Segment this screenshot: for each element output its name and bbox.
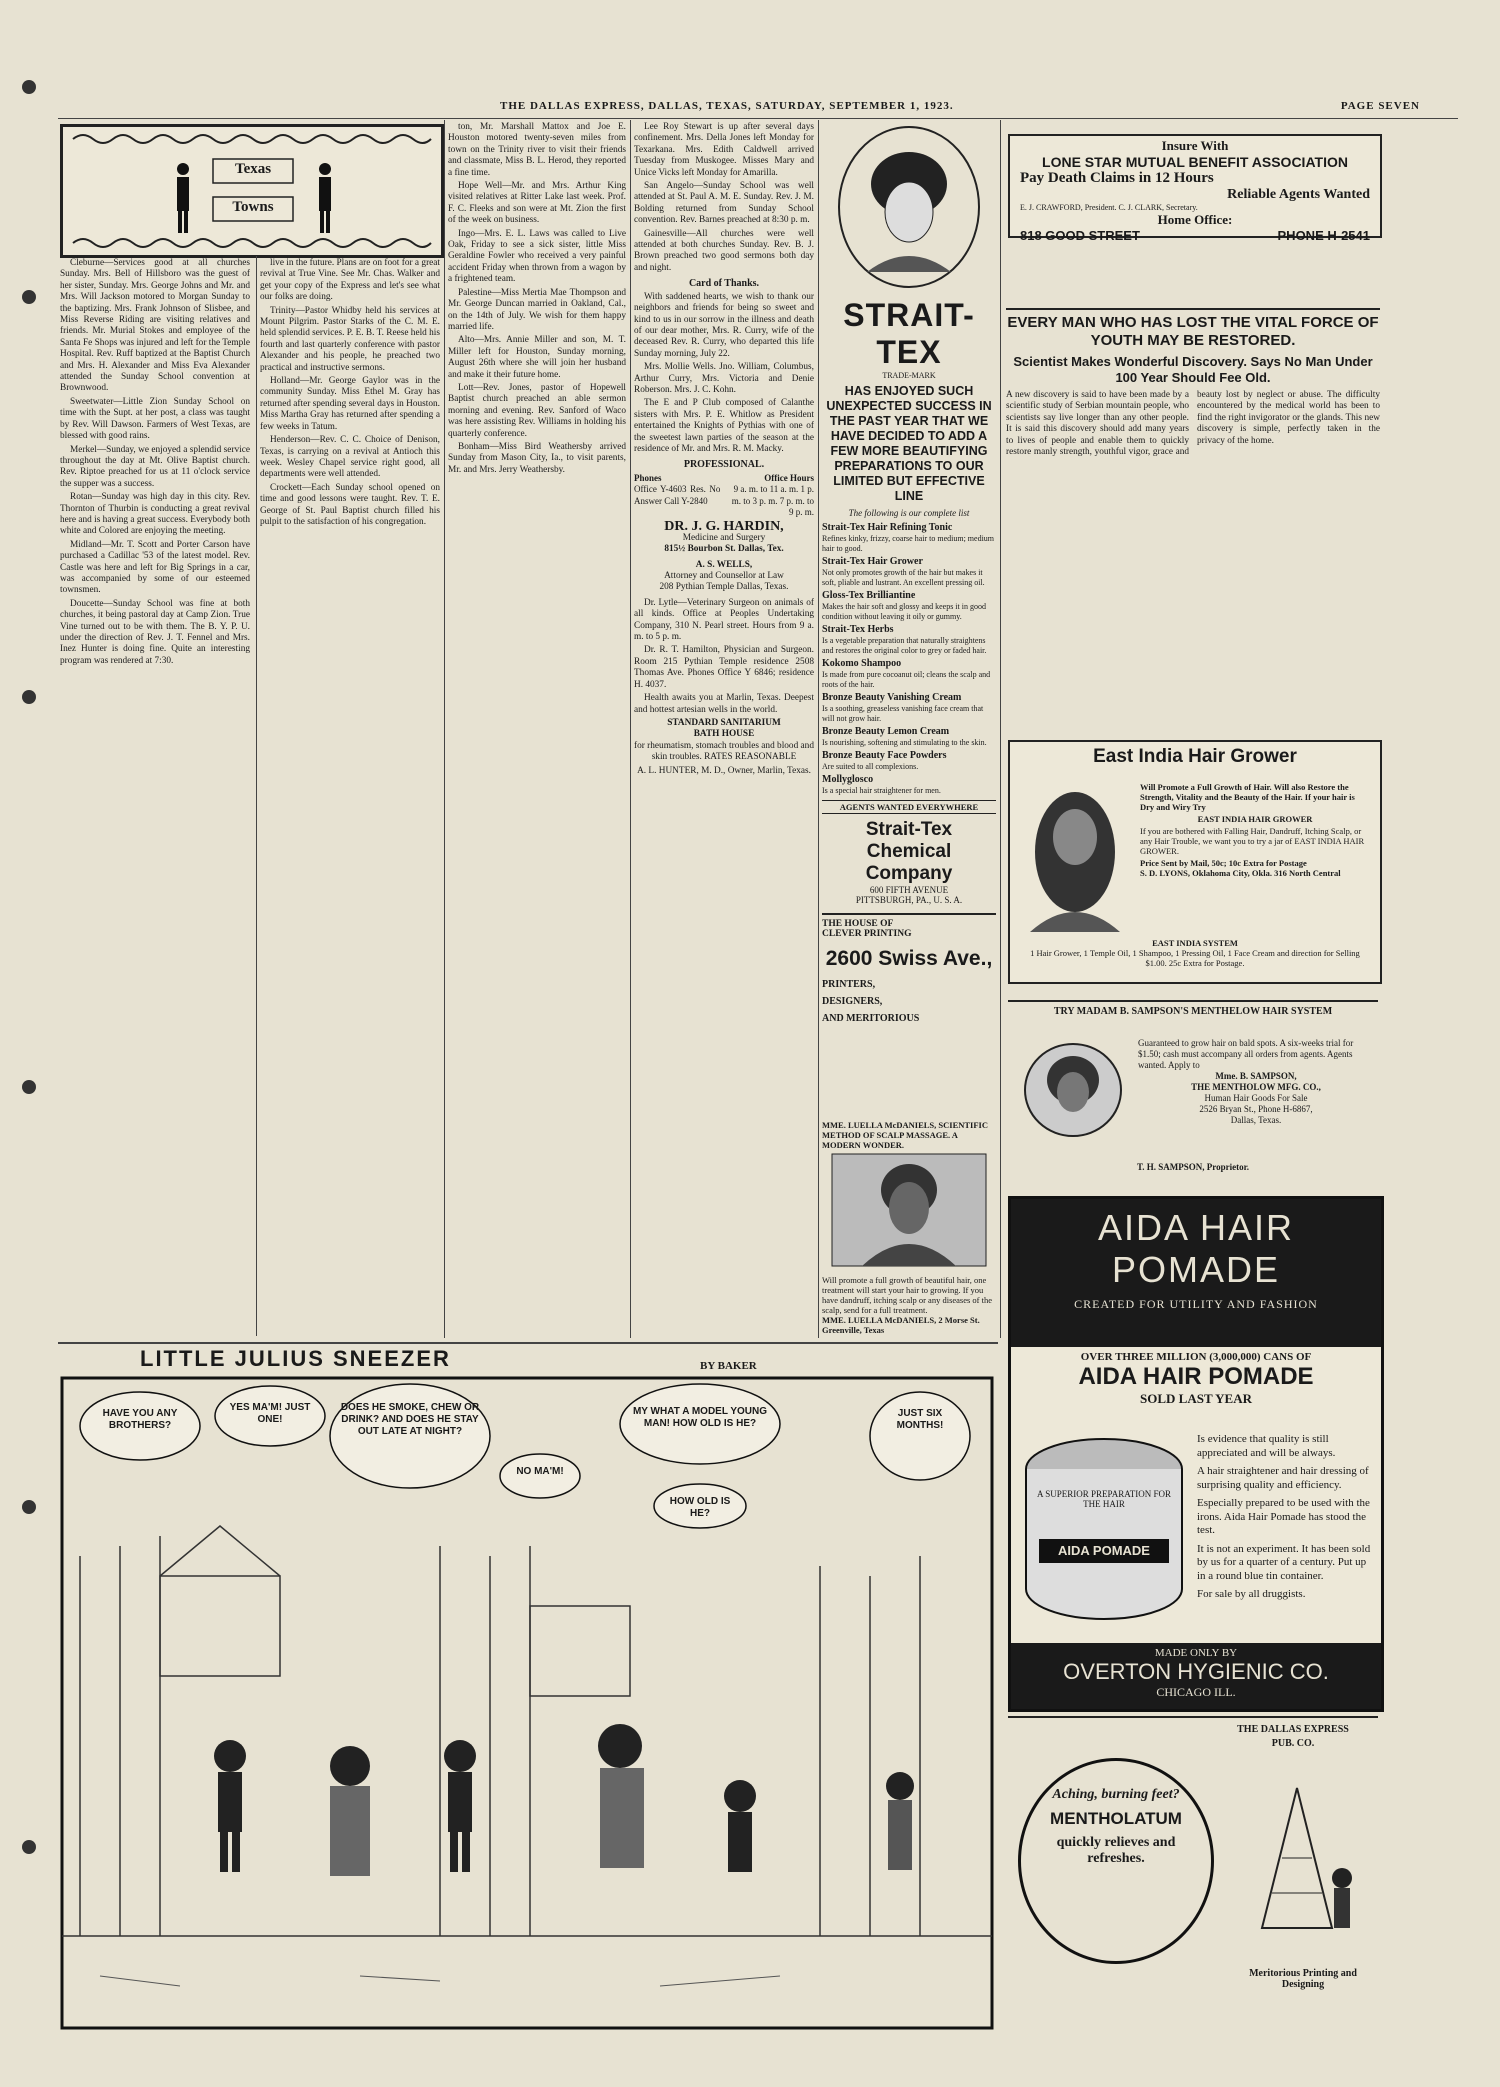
attorney-address: 208 Pythian Temple Dallas, Texas.	[659, 582, 789, 593]
strait-tex-product-name: Strait-Tex Hair Grower	[822, 556, 923, 567]
strait-tex-trademark: TRADE-MARK	[882, 371, 936, 380]
aida-can-illustration	[1019, 1429, 1189, 1629]
sampson-proprietor: T. H. SAMPSON, Proprietor.	[1136, 1162, 1250, 1172]
aida-product: AIDA HAIR POMADE	[1078, 1363, 1314, 1390]
news-san-angelo: San Angelo—Sunday School was well attended at St. Paul A. M. E. Sunday. Rev. J. M. Bolding returned from Sunday School convention. Rev. Barnes preached at 8:30 p. m.	[634, 181, 814, 226]
east-india-portrait	[1020, 782, 1130, 932]
doctor-specialty: Medicine and Surgery	[682, 532, 766, 543]
sanitarium-body: for rheumatism, stomach troubles and blood and skin troubles. RATES REASONABLE	[634, 740, 814, 763]
column-rule	[444, 120, 445, 1338]
masthead	[90, 100, 1420, 118]
aida-text5: For sale by all druggists.	[1197, 1588, 1306, 1600]
news-ep-club: The E and P Club composed of Calanthe sisters with Mrs. P. E. Whitlow as President entertained the Knights of Pythias with one of the sweetest lawn parties of the season at the residence of Mr. and Mrs. R. M. Macky.	[634, 398, 814, 454]
printing-line4: DESIGNERS,	[822, 996, 883, 1007]
strait-tex-product	[822, 774, 996, 795]
east-india-title: East India Hair Grower	[1093, 746, 1297, 767]
strait-tex-ad	[822, 122, 996, 1112]
comic-speech-bubble: HOW OLD IS HE?	[669, 1496, 731, 1519]
binding-hole	[22, 80, 36, 94]
strait-tex-agents: AGENTS WANTED EVERYWHERE	[822, 800, 996, 814]
comic-speech-bubble: MY WHAT A MODEL YOUNG MAN! HOW OLD IS HE?	[632, 1406, 768, 1429]
aida-sold: SOLD LAST YEAR	[1140, 1391, 1252, 1406]
east-india-system-block	[1020, 938, 1370, 968]
comic-strip	[60, 1346, 996, 2036]
strait-tex-product-desc: Is a special hair straightener for men.	[822, 786, 941, 795]
aida-over: OVER THREE MILLION (3,000,000) CANS OF	[1080, 1351, 1312, 1363]
strait-tex-product	[822, 522, 996, 553]
express-line1: THE DALLAS EXPRESS	[1237, 1724, 1349, 1735]
strait-tex-product	[822, 624, 996, 655]
vet-lytle: Dr. Lytle—Veterinary Surgeon on animals of all kinds. Office at Peoples Undertaking Company, 310 N. Pearl street. Hours from 9 a. m. to 5 p. m.	[634, 597, 814, 643]
lone-star-phone: PHONE H-2541	[1277, 228, 1370, 243]
strait-tex-product	[822, 750, 996, 771]
east-india-ad	[1008, 740, 1382, 984]
strait-tex-address1: 600 FIFTH AVENUE	[869, 885, 949, 895]
printing-ad	[822, 913, 996, 1024]
news-col2-intro: live in the future. Plans are on foot for a great revival at True Vine. See Mr. Chas. Walker and get your copy of the Express and let's see what our folks are doing.	[260, 258, 440, 303]
strait-tex-product-name: Strait-Tex Herbs	[822, 624, 894, 635]
lone-star-address: 818 GOOD STREET	[1020, 228, 1140, 243]
column-rule	[1000, 120, 1001, 1338]
strait-tex-product-name: Gloss-Tex Brilliantine	[822, 590, 916, 601]
sampson-name: Mme. B. SAMPSON,	[1215, 1071, 1297, 1081]
news-col3-intro: ton, Mr. Marshall Mattox and Joe E. Houston motored twenty-seven miles from town on the Trinity river to visit their friends and classmate, Miss B. L. Herod, they reported a fine time.	[448, 122, 626, 178]
news-midland: Midland—Mr. T. Scott and Porter Carson have purchased a Cadillac '53 of the latest model. Rev. Castle was here and left for Big Springs in a car, was accompanied by some of our esteemed townsmen.	[60, 539, 250, 596]
top-rule	[58, 118, 1458, 119]
mcdaniels-sign: MME. LUELLA McDANIELS, 2 Morse St. Greenville, Texas	[822, 1315, 980, 1335]
comic-speech-bubble: DOES HE SMOKE, CHEW OR DRINK? AND DOES HE STAY OUT LATE AT NIGHT?	[340, 1402, 480, 1437]
news-holland: Holland—Mr. George Gaylor was in the community Sunday. Miss Ethel M. Gray has returned after spending several days in Houston. Miss Martha Gray has returned after spending a few weeks in Tatum.	[260, 376, 440, 432]
east-india-copy	[1140, 782, 1370, 878]
column-1	[60, 258, 250, 1338]
news-doucette: Doucette—Sunday School was fine at both churches, it being pastoral day at Camp Zion. True Vine turned out to be with them. The B. Y. P. U. under the direction of Rev. J. T. Fennel and Mrs. Inez Hunter is doing fine. Quite an interesting program was rendered at 7:30.	[60, 598, 250, 666]
banner-ornament	[63, 127, 441, 255]
express-line3: Meritorious Printing and Designing	[1249, 1968, 1357, 1990]
strait-tex-product-desc: Are suited to all complexions.	[822, 762, 919, 771]
sampson-title: TRY MADAM B. SAMPSON'S MENTHELOW HAIR SYSTEM	[1053, 1006, 1333, 1017]
east-india-agent: S. D. LYONS, Oklahoma City, Okla. 316 North Central	[1140, 868, 1341, 878]
strait-tex-product-name: Bronze Beauty Face Powders	[822, 750, 947, 761]
comic-title: LITTLE JULIUS SNEEZER	[140, 1346, 451, 1371]
aida-text2: A hair straightener and hair dressing of surprising quality and efficiency.	[1197, 1465, 1369, 1491]
column-4	[634, 122, 814, 1338]
hours-label: Office Hours	[764, 472, 814, 483]
news-bonham: Bonham—Miss Bird Weathersby arrived Sunday from Mason City, Ia., to visit parents, Mr. and Mrs. Jerry Weathersby.	[448, 441, 626, 475]
card-of-thanks-signers: Mrs. Mollie Wells. Jno. William, Columbus, Arthur Curry, Mrs. Victoria and Denie Roberson. Mrs. J. C. Kohn.	[634, 362, 814, 395]
sanitarium-title: STANDARD SANITARIUM	[667, 717, 781, 728]
news-ingo: Ingo—Mrs. E. L. Laws was called to Live Oak, Friday to see a sick sister, little Miss Geraldine Fowler who received a very painful accident Friday when thrown from a wagon by a frightened team.	[448, 228, 626, 285]
strait-tex-brand: STRAIT-TEX	[843, 297, 975, 370]
card-of-thanks-body: With saddened hearts, we wish to thank our neighbors and friends for being so sweet and kind to us in our sorrow in the illness and death of our dear mother, Mrs. R. Curry, wife of the deceased Rev. R. Curry, who departed this life Sunday morning, July 22.	[634, 291, 814, 359]
aida-tagline: CREATED FOR UTILITY AND FASHION	[1074, 1297, 1318, 1311]
page-label: PAGE SEVEN	[1340, 100, 1420, 112]
binding-hole	[22, 1840, 36, 1854]
sampson-ad	[1008, 1000, 1378, 1188]
binding-hole	[22, 1080, 36, 1094]
sampson-goods: Human Hair Goods For Sale	[1204, 1093, 1308, 1103]
strait-tex-product-desc: Is made from pure cocoanut oil; cleans the scalp and roots of the hair.	[822, 670, 991, 689]
lone-star-insure: Insure With	[1161, 138, 1229, 153]
strait-tex-product-desc: Is a soothing, greaseless vanishing face cream that will not grow hair.	[822, 704, 984, 723]
comic-speech-bubble: HAVE YOU ANY BROTHERS?	[102, 1408, 178, 1431]
news-alto: Alto—Mrs. Annie Miller and son, M. T. Miller left for Houston, Sunday morning, August 26th where she will join her husband and make it their future home.	[448, 335, 626, 380]
aida-text4: It is not an experiment. It has been sold by us for a quarter of a century. Put up in a round blue tin container.	[1197, 1542, 1371, 1582]
strait-tex-product-desc: Makes the hair soft and glossy and keeps it in good condition without leaving it oily or gummy.	[822, 602, 986, 621]
aida-ad	[1008, 1196, 1384, 1712]
news-merkel: Merkel—Sunday, we enjoyed a splendid service throughout the day at Mt. Olive Baptist church. Rev. Riptoe preached for us at 11 o'clock service the supper was a success.	[60, 444, 250, 489]
comic-top-rule	[58, 1342, 998, 1344]
portrait-illustration	[822, 122, 996, 292]
strait-tex-product	[822, 590, 996, 621]
news-rotan: Rotan—Sunday was high day in this city. Rev. Thornton of Thurbin is conducting a great revival here and is having a great success. Everybody both white and Colored are enjoying the meeting.	[60, 492, 250, 537]
sampson-city: Dallas, Texas.	[1230, 1115, 1282, 1125]
sampson-company: THE MENTHOLOW MFG. CO.,	[1191, 1082, 1321, 1092]
east-india-system: EAST INDIA SYSTEM	[1152, 938, 1238, 948]
binding-hole	[22, 290, 36, 304]
news-trinity: Trinity—Pastor Whidby held his services at Mount Pilgrim. Pastor Starks of the C. M. E. held splendid services. P. E. B. T. Reese held his fourth and last quarterly conference with pastor Alexander and his people, he preached two practical and instructive sermons.	[260, 305, 440, 373]
dr-hamilton: Dr. R. T. Hamilton, Physician and Surgeon. Room 215 Pythian Temple residence 2508 Thomas Ave. Phones Office Y 6846; residence H. 4037.	[634, 645, 814, 690]
attorney-title: Attorney and Counsellor at Law	[664, 571, 784, 582]
sanitarium-lead: Health awaits you at Marlin, Texas. Deepest and hottest artesian wells in the world.	[634, 693, 814, 715]
east-india-brand: EAST INDIA HAIR GROWER	[1197, 814, 1313, 824]
printing-line2: CLEVER PRINTING	[822, 929, 912, 939]
aida-company: OVERTON HYGIENIC CO.	[1063, 1659, 1329, 1684]
printing-line5: AND MERITORIOUS	[822, 1013, 920, 1024]
doctor-name: DR. J. G. HARDIN,	[664, 519, 784, 535]
column-2	[260, 258, 440, 1338]
news-col4-intro: Lee Roy Stewart is up after several days confinement. Mrs. Della Jones left Monday for Texarkana. Mrs. Edith Caldwell arrived Tuesday from Muskogee. Misses Mary and Unice Vicks left Monday for Amarilla.	[634, 122, 814, 178]
lone-star-contact	[1010, 228, 1380, 243]
column-rule	[818, 120, 819, 1338]
lone-star-name: LONE STAR MUTUAL BENEFIT ASSOCIATION	[1042, 154, 1348, 170]
mcdaniels-ad	[822, 1120, 996, 1338]
aida-made-by: MADE ONLY BY	[1154, 1647, 1238, 1659]
printing-address: 2600 Swiss Ave.,	[825, 947, 993, 970]
sampson-portrait	[1018, 1040, 1128, 1140]
strait-tex-company: Strait-Tex Chemical Company	[865, 819, 953, 884]
lone-star-agents: Reliable Agents Wanted	[1227, 187, 1370, 202]
news-sweetwater: Sweetwater—Little Zion Sunday School on time with the Supt. at her post, a class was taught by Rev. Will Dawson. Farmers of West Texas, are blessed with good rains.	[60, 396, 250, 442]
strait-tex-product-desc: Refines kinky, frizzy, coarse hair to medium; medium hair to good.	[822, 534, 995, 553]
strait-tex-product-name: Mollyglosco	[822, 774, 874, 785]
news-palestine: Palestine—Miss Mertia Mae Thompson and Mr. George Duncan married in Oakland, Cal., on the 14th of July. We wish for them happy married life.	[448, 287, 626, 332]
news-gainesville: Gainesville—All churches were well attended at both churches Sunday. Rev. B. J. Brown preached two good sermons both day and night.	[634, 228, 814, 273]
lone-star-officers: E. J. CRAWFORD, President. C. J. CLARK, Secretary.	[1020, 203, 1198, 212]
express-illustration	[1222, 1758, 1372, 1948]
binding-hole	[22, 1500, 36, 1514]
aida-text3: Especially prepared to be used with the irons. Aida Hair Pomade has stood the test.	[1197, 1497, 1370, 1536]
strait-tex-product-desc: Not only promotes growth of the hair but makes it soft, pliable and lustrant. An excellent pressing oil.	[822, 568, 985, 587]
column-3	[448, 122, 626, 1338]
news-henderson: Henderson—Rev. C. C. Choice of Denison, Texas, is carrying on a revival at Antioch this week. Wesley Chapel service right good, all departments were well attended.	[260, 435, 440, 480]
mcdaniels-caption: MME. LUELLA McDANIELS, SCIENTIFIC METHOD OF SCALP MASSAGE. A MODERN WONDER.	[822, 1120, 989, 1150]
aida-title1: AIDA HAIR	[1097, 1207, 1295, 1248]
east-india-body: Will Promote a Full Growth of Hair. Will also Restore the Strength, Vitality and the Beauty of the Hair. If your hair is Dry and Wiry Try	[1140, 782, 1355, 812]
east-india-outfit: 1 Hair Grower, 1 Temple Oil, 1 Shampoo, 1 Pressing Oil, 1 Face Cream and direction for Selling $1.00. 25c Extra for Postage.	[1030, 948, 1360, 968]
phones-label: Phones	[634, 472, 662, 483]
card-of-thanks-title: Card of Thanks.	[688, 278, 760, 290]
aida-banner	[1011, 1199, 1381, 1347]
mentholatum-brand: MENTHOLATUM	[1050, 1809, 1182, 1828]
aida-copy	[1197, 1433, 1373, 1602]
vital-force-ad	[1006, 308, 1380, 730]
banner-title-line1: Texas	[234, 161, 272, 177]
strait-tex-product-name: Strait-Tex Hair Refining Tonic	[822, 522, 953, 533]
strait-tex-product	[822, 692, 996, 723]
news-lott: Lott—Rev. Jones, pastor of Hopewell Baptist church preached an able sermon morning and evening. Rev. Sanford of Waco was here assisting Rev. Williams in holding his quarterly conference.	[448, 382, 626, 439]
sanitarium-owner: A. L. HUNTER, M. D., Owner, Marlin, Texas.	[637, 765, 811, 776]
aida-title2: POMADE	[1111, 1249, 1281, 1290]
lone-star-ad	[1008, 134, 1382, 243]
strait-tex-product-desc: Is nourishing, softening and stimulating to the skin.	[822, 738, 987, 747]
strait-tex-product	[822, 556, 996, 587]
professional-heading: PROFESSIONAL.	[683, 459, 765, 471]
east-india-body2: If you are bothered with Falling Hair, Dandruff, Itching Scalp, or any Hair Trouble, we want you to try a jar of EAST INDIA HAIR GROWER.	[1140, 826, 1365, 856]
lone-star-home-office: Home Office:	[1157, 212, 1233, 227]
strait-tex-product-list	[822, 522, 996, 795]
date-line: THE DALLAS EXPRESS, DALLAS, TEXAS, SATURDAY, SEPTEMBER 1, 1923.	[500, 100, 954, 112]
comic-speech-bubble: JUST SIX MONTHS!	[896, 1408, 944, 1431]
printing-line1: THE HOUSE OF	[822, 919, 894, 929]
comic-byline: BY BAKER	[700, 1360, 757, 1372]
strait-tex-address2: PITTSBURGH, PA., U. S. A.	[855, 895, 963, 905]
news-crockett: Crockett—Each Sunday school opened on time and good lessons were taught. Rev. T. E. George of St. Paul Baptist church filled his pulpit to the satisfaction of his congregation.	[260, 482, 440, 527]
printing-line3: PRINTERS,	[822, 979, 876, 990]
strait-tex-headline: HAS ENJOYED SUCH UNEXPECTED SUCCESS IN THE PAST YEAR THAT WE HAVE DECIDED TO ADD A FEW MORE BEAUTIFYING PREPARATIONS TO OUR LIMITED BUT EFFECTIVE LINE	[826, 384, 992, 503]
mcdaniels-body: Will promote a full growth of beautiful hair, one treatment will start your hair to growing. If you have dandruff, itching scalp or any diseases of the scalp, send for a full treatment.	[822, 1275, 993, 1315]
strait-tex-product-name: Kokomo Shampoo	[822, 658, 902, 669]
strait-tex-product	[822, 658, 996, 689]
vital-force-headline: EVERY MAN WHO HAS LOST THE VITAL FORCE OF YOUTH MAY BE RESTORED.	[1007, 314, 1379, 349]
mentholatum-line2: quickly relieves and refreshes.	[1056, 1835, 1176, 1866]
news-cleburne: Cleburne—Services good at all churches Sunday. Mrs. Bell of Hillsboro was the guest of her sister, Sunday. Mrs. George Johns and Mr. and Mrs. Will Jackson motored to Morgan Sunday to the baptizing. Mrs. Frank Johnson of Slisbee, and Miss Reverse Riding are visiting relatives and friends. Mr. Murial Stokes and employee of the Santa Fe Shops was injured and left for the Temple Hospital. Rev. Ruff baptized at the Baptist Church and Mrs. H. Alexander and Miss Eva Alexander attended the Sunday School convention at Brownwood.	[60, 258, 250, 394]
mentholatum-line1: Aching, burning feet?	[1052, 1787, 1180, 1802]
strait-tex-list-intro: The following is our complete list	[848, 508, 970, 518]
mcdaniels-portrait	[822, 1150, 996, 1270]
column-rule	[630, 120, 631, 1338]
doctor-address: 815½ Bourbon St. Dallas, Tex.	[664, 544, 784, 555]
sampson-address: 2526 Bryan St., Phone H-6867,	[1199, 1104, 1313, 1114]
strait-tex-product-name: Bronze Beauty Lemon Cream	[822, 726, 950, 737]
phones-value: Office Y-4603 Res. No Answer Call Y-2840	[634, 484, 721, 506]
strait-tex-product-desc: Is a vegetable preparation that naturally straightens and restores the original color to grey or faded hair.	[822, 636, 987, 655]
east-india-price: Price Sent by Mail, 50c; 10c Extra for Postage	[1140, 858, 1307, 868]
banner-title-line2: Towns	[232, 199, 274, 215]
vital-force-subhead: Scientist Makes Wonderful Discovery. Says No Man Under 100 Year Should Fee Old.	[1013, 354, 1373, 385]
lone-star-claims: Pay Death Claims in 12 Hours	[1020, 170, 1214, 186]
strait-tex-product	[822, 726, 996, 747]
express-line2: PUB. CO.	[1271, 1738, 1315, 1749]
express-section	[1008, 1716, 1378, 2038]
aida-city: CHICAGO ILL.	[1156, 1685, 1236, 1699]
aida-can-label: AIDA POMADE	[1058, 1543, 1150, 1558]
column-rule	[256, 256, 257, 1336]
aida-footer	[1011, 1643, 1381, 1709]
comic-speech-bubble: YES MA'M! JUST ONE!	[229, 1402, 311, 1425]
doctor-contact	[634, 473, 814, 519]
aida-text1: Is evidence that quality is still appreciated and will be always.	[1197, 1433, 1336, 1459]
news-hopewell: Hope Well—Mr. and Mrs. Arthur King visited relatives at Ritter Lake last week. Prof. F. C. Fleeks and son were at Mt. Zion the first of the week on business.	[448, 181, 626, 226]
sampson-body: Guaranteed to grow hair on bald spots. A six-weeks trial for $1.50; cash must accompany all orders from agents. Agents wanted. Apply to	[1138, 1038, 1354, 1070]
texas-towns-banner	[60, 124, 444, 258]
strait-tex-product-name: Bronze Beauty Vanishing Cream	[822, 692, 962, 703]
mentholatum-ad	[1018, 1758, 1214, 1964]
aida-can-sub: A SUPERIOR PREPARATION FOR THE HAIR	[1037, 1489, 1171, 1509]
vital-force-body: A new discovery is said to have been made by a scientific study of Serbian mountain people, who scientists say live longer than any other people. It is said this discovery should add many years to lives of people and enable them to quickly restore manly strength, youthful vigor, grace and beauty lost by neglect or abuse. The difficulty encountered by the medical world has been to find the right invigorator or the glands. This new discovery is simple, perfectly taken in the privacy of the home.	[1006, 390, 1380, 458]
sampson-copy	[1138, 1038, 1374, 1126]
sanitarium-subtitle: BATH HOUSE	[693, 729, 755, 740]
hours-value: 9 a. m. to 11 a. m. 1 p. m. to 3 p. m. 7 p. m. to 9 p. m.	[731, 484, 814, 517]
attorney-name: A. S. WELLS,	[695, 559, 753, 570]
comic-speech-bubble: NO MA'M!	[516, 1466, 564, 1477]
binding-hole	[22, 690, 36, 704]
